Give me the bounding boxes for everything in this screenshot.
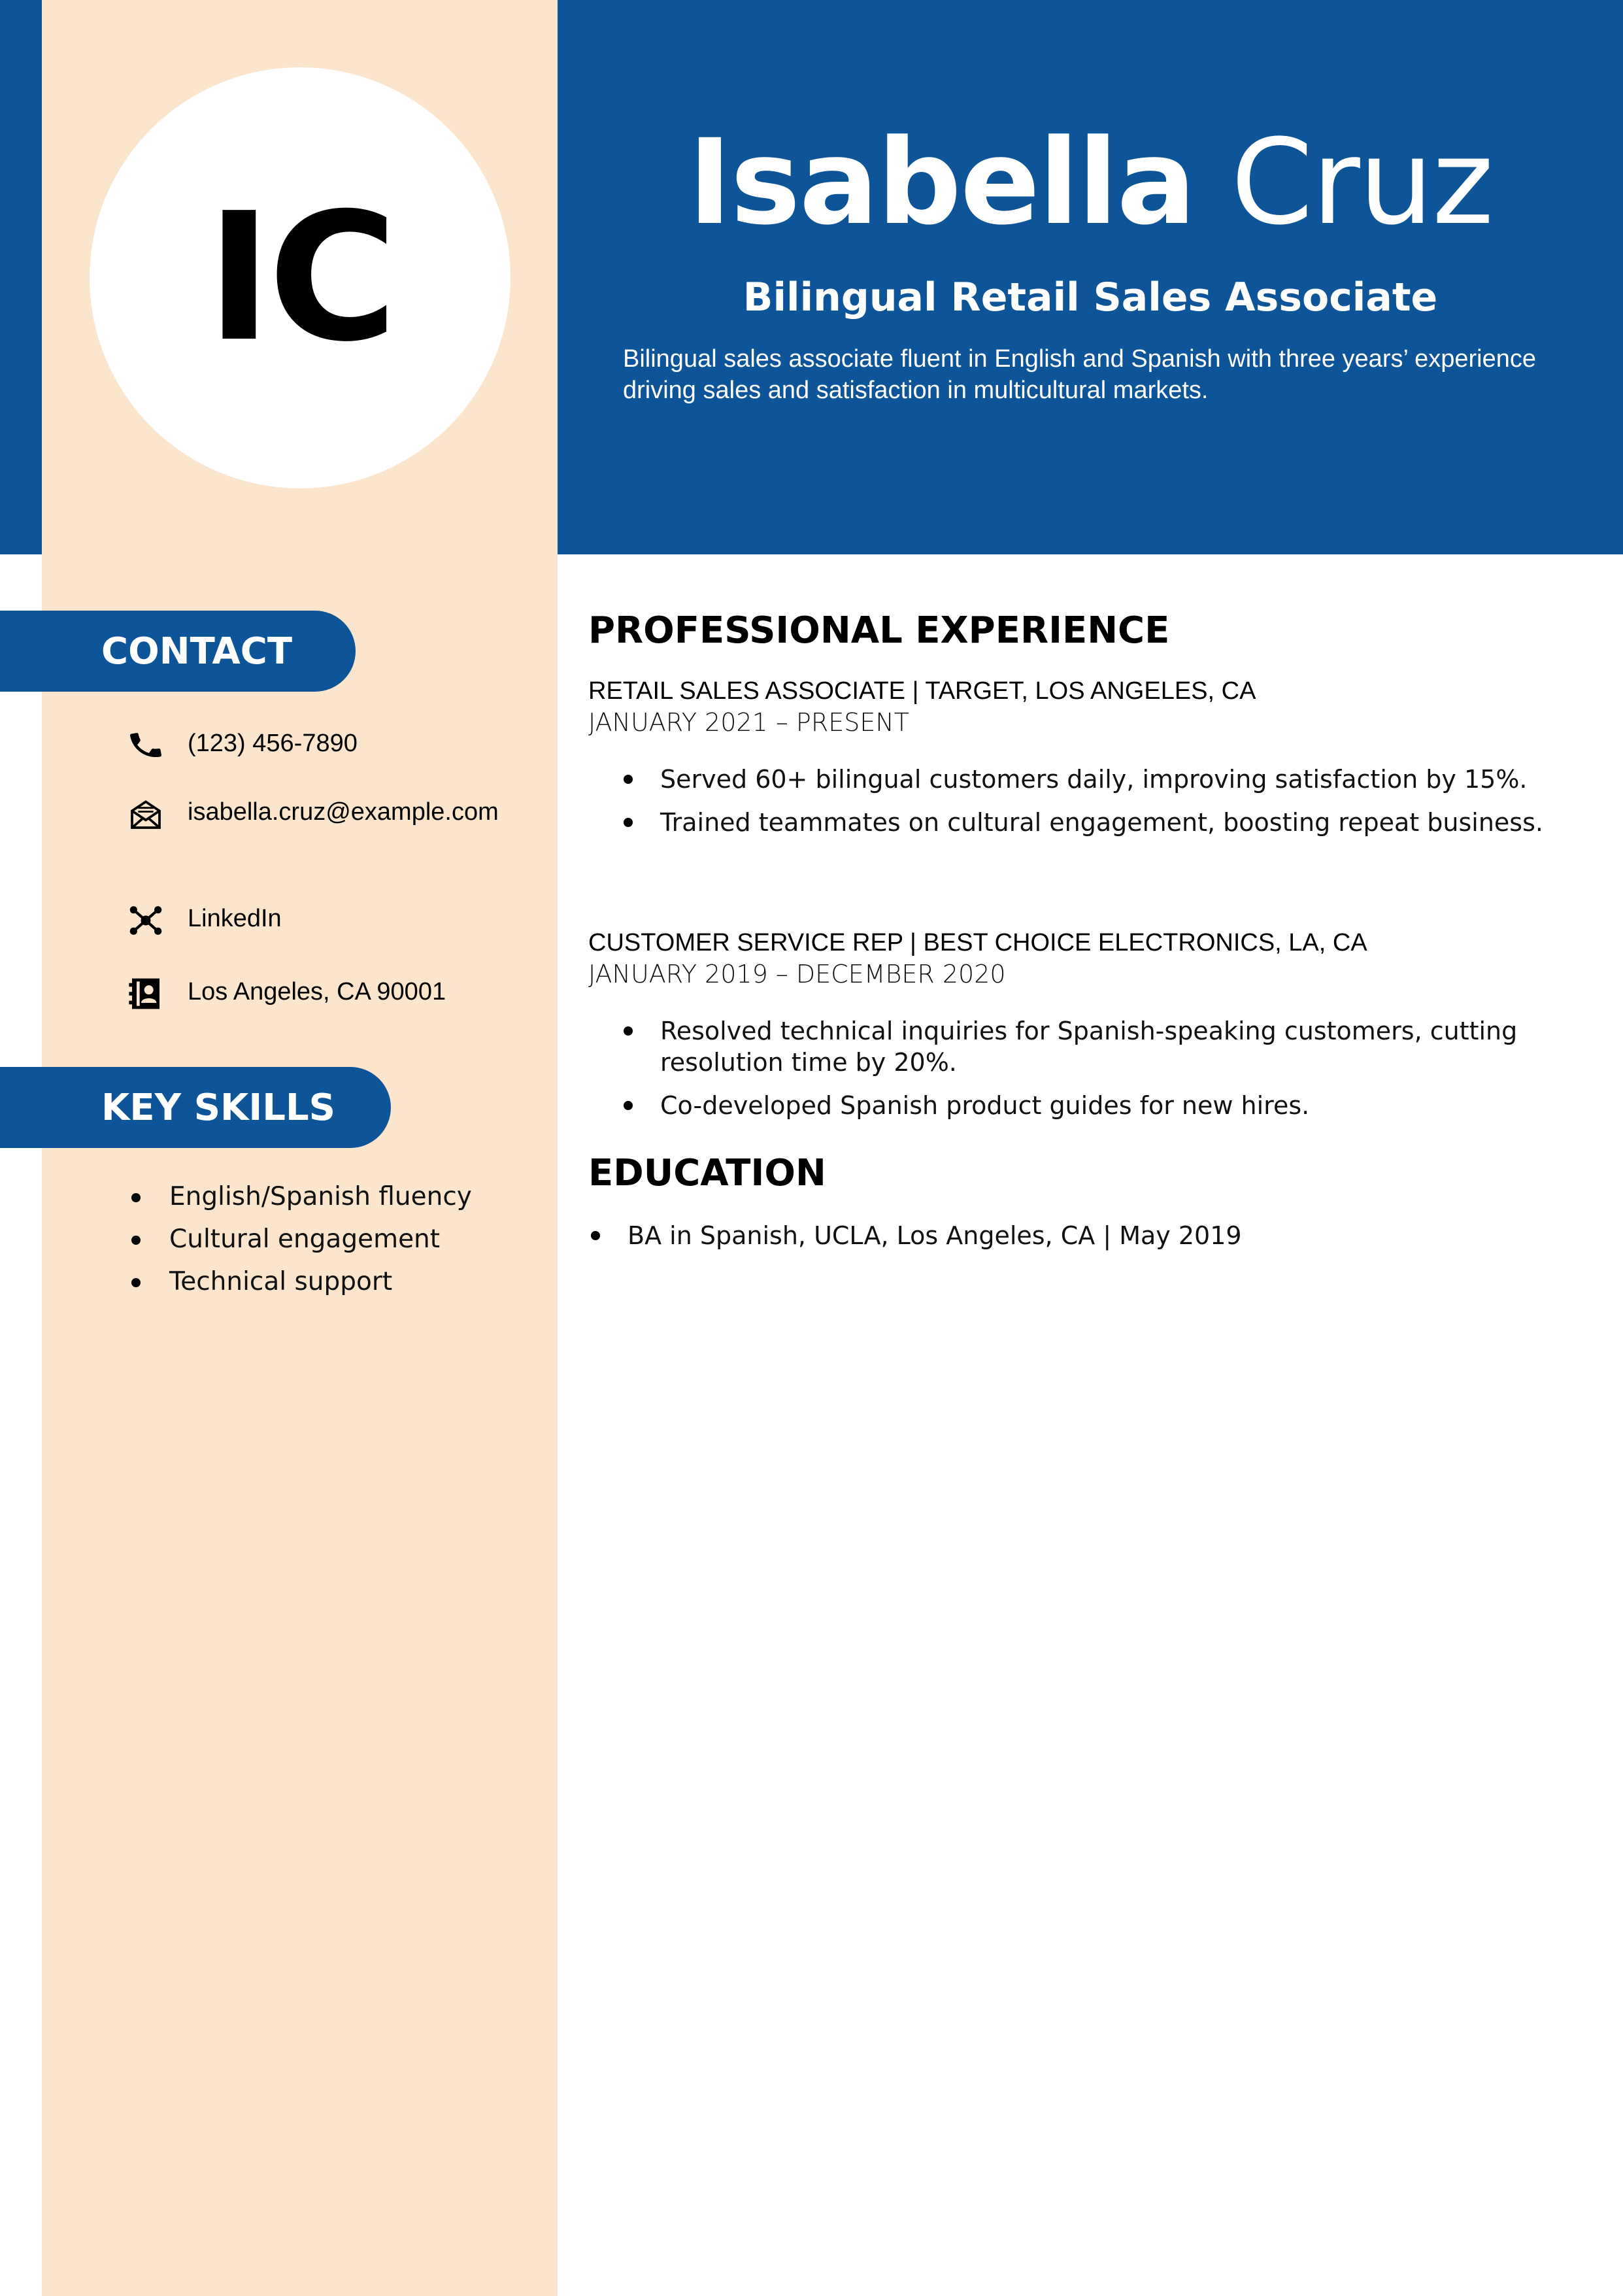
contact-email — [127, 796, 501, 832]
list-item: BA in Spanish, UCLA, Los Angeles, CA | May 2019 — [588, 1220, 1242, 1251]
list-item: English/Spanish fluency — [127, 1181, 472, 1223]
contact-phone — [127, 727, 501, 764]
monogram-badge — [90, 67, 510, 488]
monogram-initials: IC — [206, 175, 394, 380]
network-icon — [127, 902, 164, 939]
job-dates-2: JANUARY 2019 – DECEMBER 2020 — [588, 960, 1006, 988]
key-skills-heading: KEY SKILLS — [0, 1067, 391, 1148]
list-item: Cultural engagement — [127, 1223, 472, 1266]
job-dates-1: JANUARY 2021 – PRESENT — [588, 708, 909, 737]
contact-phone-text: (123) 456-7890 — [188, 730, 358, 757]
job-bullets-1 — [621, 764, 1569, 850]
education-heading: EDUCATION — [588, 1152, 826, 1194]
job-title: Bilingual Retail Sales Associate — [743, 275, 1438, 320]
contact-card-icon — [127, 975, 164, 1012]
list-item: Technical support — [127, 1266, 472, 1308]
last-name: Cruz — [1231, 114, 1493, 251]
contact-location — [127, 975, 501, 1012]
contact-linkedin — [127, 902, 501, 939]
list-item: Served 60+ bilingual customers daily, improving satisfaction by 15%. — [621, 764, 1569, 795]
job-bullets-2 — [621, 1015, 1569, 1133]
summary: Bilingual sales associate fluent in English and Spanish with three years’ experience driving sales and satisfaction in multicultural markets. — [623, 345, 1536, 404]
education-list — [588, 1220, 1242, 1251]
list-item: Co-developed Spanish product guides for new hires. — [621, 1090, 1569, 1121]
email-icon — [127, 796, 164, 832]
candidate-name — [558, 114, 1623, 251]
contact-heading: CONTACT — [0, 611, 356, 692]
list-item: Resolved technical inquiries for Spanish-speaking customers, cutting resolution time by 20%. — [621, 1015, 1569, 1078]
list-item: Trained teammates on cultural engagement, boosting repeat business. — [621, 807, 1569, 838]
phone-icon — [127, 727, 164, 764]
contact-location-text: Los Angeles, CA 90001 — [188, 978, 446, 1005]
skills-list — [127, 1181, 472, 1308]
contact-email-text[interactable]: isabella.cruz@example.com — [188, 798, 499, 826]
experience-heading: PROFESSIONAL EXPERIENCE — [588, 609, 1170, 652]
job-title-1: RETAIL SALES ASSOCIATE | TARGET, LOS ANGELES, CA — [588, 677, 1256, 705]
first-name: Isabella — [688, 114, 1195, 251]
contact-linkedin-text[interactable]: LinkedIn — [188, 905, 282, 932]
job-title-2: CUSTOMER SERVICE REP | BEST CHOICE ELECTRONICS, LA, CA — [588, 929, 1367, 956]
